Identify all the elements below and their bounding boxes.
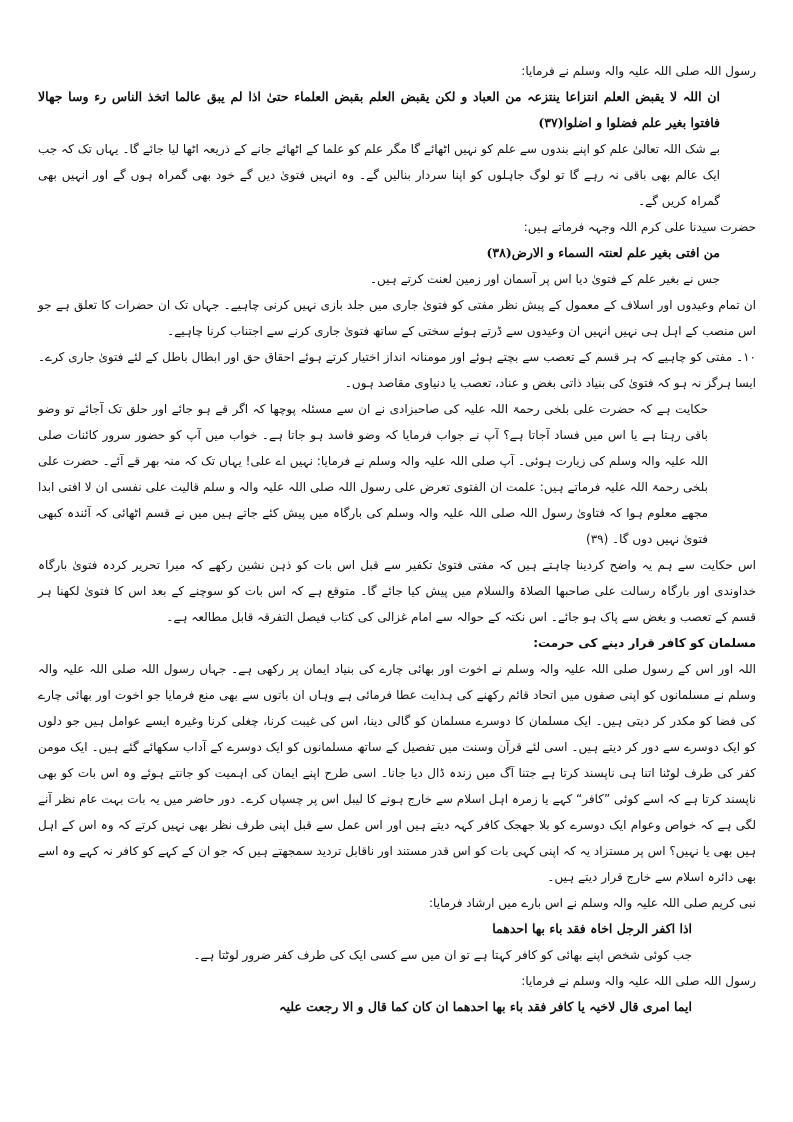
text-line: حضرت سیدنا علی کرم اللہ وجہہ فرماتے ہیں: xyxy=(523,220,756,234)
arabic-quote: ان اللہ لا یقبض العلم انتزاعا ینتزعہ من العباد و لکن یقبض العلم بقبض العلماء حتیٰ اذا لم یبق عالما اتخذ الناس رء وسا جھالا فافتوا بغیر علم فضلوا و اضلوا(۳۷) xyxy=(38,89,720,130)
text-line: نبی کریم صلی اللہ علیہ والہ وسلم نے اس بارے میں ارشاد فرمایا: xyxy=(429,896,756,910)
body-paragraph: ۱۰۔ مفتی کو چاہیے کہ ہر قسم کے تعصب سے بچتے ہوئے اور مومنانہ انداز اختیار کرتے ہوئے احقاق حق اور ابطال باطل کے لئے فتویٰ جاری کرے۔ ایسا ہرگز نہ ہو کہ فتویٰ کی بنیاد ذاتی بغض و عناد، تعصب یا دنیاوی مقاصد ہوں۔ xyxy=(38,350,756,390)
hadith-arabic: اذا اکفر الرجل اخاہ فقد باء بھا احدھما xyxy=(492,921,692,936)
body-paragraph: اس حکایت سے ہم یہ واضح کردینا چاہتے ہیں کہ مفتی فتویٰ تکفیر سے قبل اس بات کو ذہن نشین رکھے کہ میرا تحریر کردہ فتویٰ بارگاہ خداوندی اور بارگاہ رسالت علی صاحبھا الصلاۃ والسلام میں پیش کیا جائے گا۔ متوقع ہے کہ اس بات کو سوچنے کے بعد اس کا فتویٰ لکھنا ہر قسم کے تعصب و بغض سے پاک ہو جائے۔ اس نکتہ کے حوالہ سے امام غزالی کی کتاب فیصل التفرقہ قابل مطالعہ ہے۔ xyxy=(38,558,756,624)
text-line: رسول اللہ صلی اللہ علیہ والہ وسلم نے فرمایا: xyxy=(521,974,756,988)
translation-line: جس نے بغیر علم کے فتویٰ دیا اس پر آسمان اور زمین لعنت کرتے ہیں۔ xyxy=(369,272,720,286)
hadith-translation: جب کوئی شخص اپنے بھائی کو کافر کہتا ہے تو ان میں سے کسی ایک کی طرف کفر ضرور لوٹتا ہے۔ xyxy=(193,948,692,962)
translation-paragraph: بے شک اللہ تعالیٰ علم کو اپنے بندوں سے علم کو نہیں اٹھائے گا مگر علم کو علما کے اٹھائے جانے کے ذریعہ اٹھا لیا جائے گا۔ یہاں تک کہ جب ایک عالم بھی باقی نہ رہے گا تو لوگ جاہلوں کو اپنا سردار بنالیں گے۔ وہ انہیں فتویٰ دیں گے خود بھی گمراہ ہوں گے اور انہیں بھی گمراہ کریں گے۔ xyxy=(38,142,720,208)
anecdote-paragraph: حکایت ہے کہ حضرت علی بلخی رحمۃ اللہ علیہ کی صاحبزادی نے ان سے مسئلہ پوچھا کہ اگر قے ہو جائے اور حلق تک آجائے تو وضو باقی رہتا ہے یا اس میں فساد آجاتا ہے؟ آپ نے جواب فرمایا کہ وضو فاسد ہو جاتا ہے۔ خواب میں آپ کو حضور سرور کائنات صلی اللہ علیہ والہ وسلم کی زیارت ہوئی۔ آپ صلی اللہ علیہ والہ وسلم نے فرمایا: نہیں اے علی! یہاں تک کہ منہ بھر قے آئے۔ حضرت علی بلخی رحمۃ اللہ علیہ فرماتے ہیں: علمت ان الفتوی تعرض علی رسول اللہ صلی اللہ علیہ والہ و سلم قالیت علی نفسی ان لا افتی ابدا مجھے معلوم ہوا کہ فتاویٰ رسول اللہ صلی اللہ علیہ والہ وسلم کی بارگاہ میں پیش کئے جاتے ہیں میں نے قسم اٹھائی کہ آئندہ کبھی فتویٰ نہیں دوں گا۔ (۳۹) xyxy=(38,402,708,546)
document-page xyxy=(38,58,756,1068)
body-paragraph: ان تمام وعیدوں اور اسلاف کے معمول کے پیش نظر مفتی کو فتویٰ جاری میں جلد بازی نہیں کرنی چاہیے۔ جہاں تک ان حضرات کا تعلق ہے جو اس منصب کے اہل ہی نہیں انہیں ان وعیدوں سے ڈرتے ہوئے سختی کے ساتھ فتویٰ جاری کرنے سے اجتناب کرنا چاہیے۔ xyxy=(38,298,756,338)
text-line: رسول اللہ صلی اللہ علیہ والہ وسلم نے فرمایا: xyxy=(521,64,756,78)
body-paragraph: اللہ اور اس کے رسول صلی اللہ علیہ والہ وسلم نے اخوت اور بھائی چارے کی بنیاد ایمان پر رکھی ہے۔ جہاں رسول اللہ صلی اللہ علیہ والہ وسلم نے مسلمانوں کو اپنی صفوں میں اتحاد قائم رکھنے کی ہدایت عطا فرمائی ہے وہاں ان باتوں سے بھی منع فرمایا جو اخوت اور بھائی چارے کی فضا کو مکدر کر دیتی ہیں۔ ایک مسلمان کا دوسرے مسلمان کو گالی دینا، اس کی غیبت کرنا، چغلی کرنا وغیرہ ایسے عوامل ہیں جو دلوں کو ایک دوسرے سے دور کر دیتے ہیں۔ اسی لئے قرآن وسنت میں تفصیل کے ساتھ مسلمانوں کو ایک دوسرے کے آداب سکھائے گئے ہیں۔ ایک مومن کفر کی طرف لوٹنا اتنا ہی ناپسند کرتا ہے جتنا آگ میں زندہ ڈال دیا جانا۔ اسی طرح اپنے ایمان کی اہمیت کو جانتے ہوئے وہ اس بات کو بھی ناپسند کرتا ہے کہ اسے کوئی ”کافر“ کہے یا زمرہ اہل اسلام سے خارج ہونے کا لیبل اس پر چسپاں کرے۔ دور حاضر میں یہ بات بہت عام نظر آنے لگی ہے کہ خواص وعوام ایک دوسرے کو بلا جھجک کافر کہہ دیتے ہیں اور اس عمل سے قبل اپنی طرف نظر بھی نہیں کرتے کہ وہ اس کے اہل ہیں بھی یا نہیں؟ اس پر مستزاد یہ کہ اپنی کہی بات کو اس قدر مستند اور ناقابل تردید سمجھتے ہیں کہ جو ان کے کہے کو کافر نہ کہے وہ اسے بھی دائرہ اسلام سے خارج قرار دیتے ہیں۔ xyxy=(38,662,757,884)
arabic-quote: من افتی بغیر علم لعنتہ السماء و الارض(۳۸) xyxy=(486,245,720,260)
hadith-arabic: ایما امری قال لاخیہ یا کافر فقد باء بھا احدھما ان کان کما قال و الا رجعت علیہ xyxy=(279,999,692,1014)
section-heading: مسلمان کو کافر قرار دینے کی حرمت: xyxy=(533,636,756,650)
